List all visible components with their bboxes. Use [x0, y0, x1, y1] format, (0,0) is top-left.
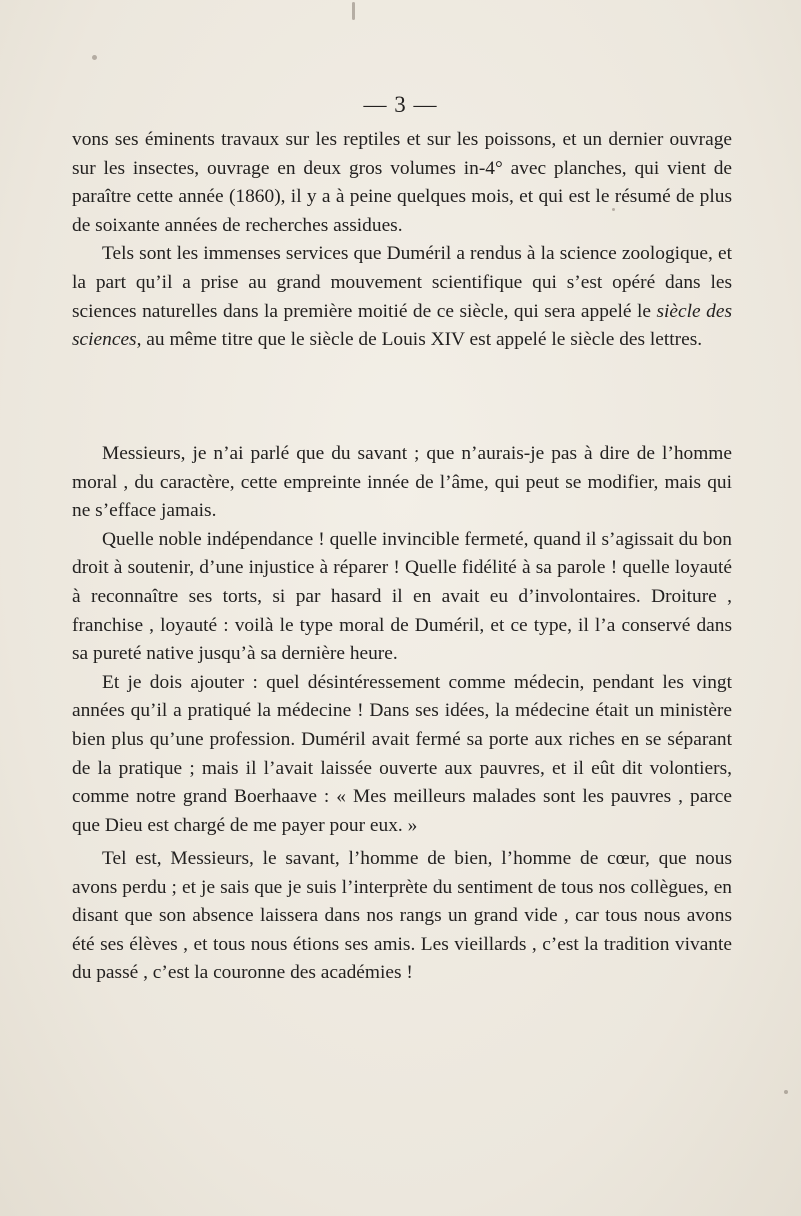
text-section-3 [72, 845, 732, 988]
paragraph [72, 240, 732, 354]
italic-phrase: siècle des sciences [72, 300, 732, 351]
paragraph: Quelle noble indépendance ! quelle invincible fermeté, quand il s’agissait du bon droit à soutenir, d’une injustice à réparer ! Quelle fidélité à sa parole ! quelle loyauté à reconnaître ses torts, si par hasard il en avait eu d’involontaires. Droiture , franchise , loyauté : voilà le type moral de Duméril, et ce type, il l’a conservé dans sa pureté native jusqu’à sa dernière heure. [72, 528, 732, 665]
paper-blemish [784, 1090, 788, 1094]
paragraph: vons ses éminents travaux sur les reptiles et sur les poissons, et un dernier ouvrage sur les insectes, ouvrage en deux gros volumes in-4° avec planches, qui vient de paraître cette année (1860), il y a à peine quelques mois, et qui est le résumé de plus de soixante années de recherches assidues. [72, 129, 732, 236]
paragraph-text: , au même titre que le siècle de Louis XIV est appelé le siècle des lettres. [136, 329, 703, 351]
paragraph: Et je dois ajouter : quel désintéressement comme médecin, pendant les vingt années qu’il a pratiqué la médecine ! Dans ses idées, la médecine était un ministère bien plus qu’une profession. Duméril avait fermé sa porte aux riches en se séparant de la pratique ; mais il l’avait laissée ouverte aux pauvres, et il eût dit volontiers, comme notre grand Boerhaave : « Mes meilleurs malades sont les pauvres , parce que Dieu est chargé de me payer pour eux. » [72, 671, 732, 836]
paper-blemish [352, 2, 355, 20]
paragraph-text: Tels sont les immenses services que Duméril a rendus à la science zoologique, et la part qu’il a prise au grand mouvement scientifique qui s’est opéré dans les sciences naturelles dans la première moitié de ce siècle, qui sera appelé le [72, 243, 732, 322]
paper-blemish [92, 55, 97, 60]
paragraph: Messieurs, je n’ai parlé que du savant ; que n’aurais-je pas à dire de l’homme moral , du caractère, cette empreinte innée de l’âme, qui peut se modifier, mais qui ne s’efface jamais. [72, 443, 732, 522]
paragraph: Tel est, Messieurs, le savant, l’homme de bien, l’homme de cœur, que nous avons perdu ; et je sais que je suis l’interprète du sentiment de tous nos collègues, en disant que son absence laissera dans nos rangs un grand vide , car tous nous avons été ses élèves , et tous nous étions ses amis. Les vieillards , c’est la tradition vivante du passé , c’est la couronne des académies ! [72, 848, 732, 984]
page-number: — 3 — [363, 92, 438, 117]
text-section-2 [72, 440, 732, 840]
text-section-1 [72, 126, 732, 355]
